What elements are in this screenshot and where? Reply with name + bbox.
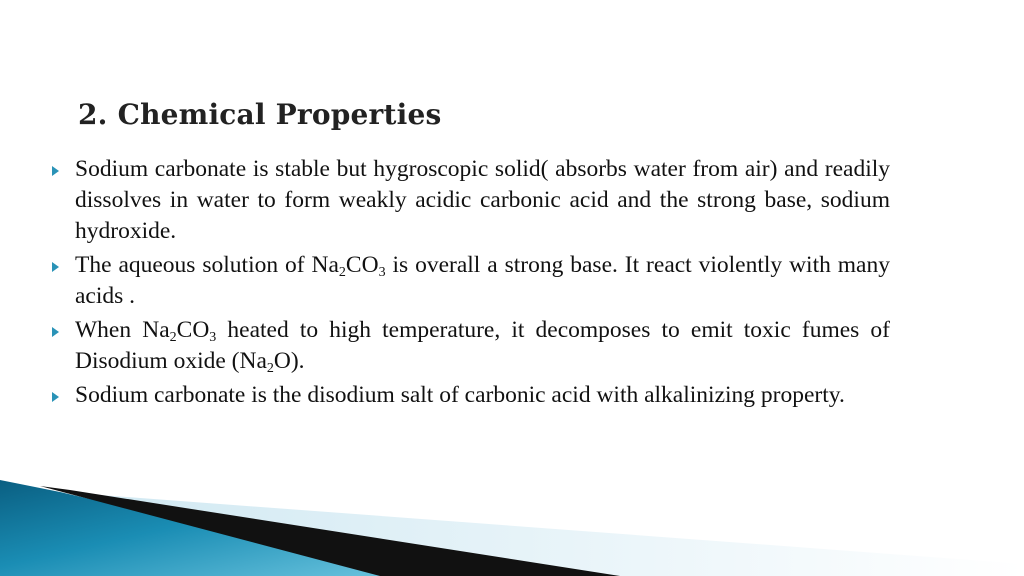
bullet-arrow-icon bbox=[52, 327, 59, 337]
text-segment: O). bbox=[273, 348, 305, 374]
bullet-list bbox=[52, 154, 890, 414]
subscript: 2 bbox=[266, 361, 274, 376]
subscript: 3 bbox=[378, 265, 386, 280]
bullet-text: Sodium carbonate is the disodium salt of carbonic acid with alkalinizing property. bbox=[75, 382, 845, 408]
text-segment: CO bbox=[176, 317, 210, 343]
bullet-arrow-icon bbox=[52, 392, 59, 402]
text-segment: CO bbox=[345, 252, 379, 278]
slide-title: 2. Chemical Properties bbox=[78, 98, 442, 131]
decorative-swoosh bbox=[0, 480, 1024, 576]
text-segment: is overall a strong base. It react violently with many acids . bbox=[75, 252, 890, 309]
bullet-text bbox=[75, 317, 890, 374]
bullet-text bbox=[75, 252, 890, 309]
text-segment: When Na bbox=[75, 317, 170, 343]
bullet-arrow-icon bbox=[52, 166, 59, 176]
text-segment: heated to high temperature, it decomposes to emit toxic fumes of Disodium oxide (Na bbox=[75, 317, 890, 374]
text-segment: The aqueous solution of Na bbox=[75, 252, 339, 278]
bullet-item bbox=[52, 315, 890, 377]
bullet-text: Sodium carbonate is stable but hygroscopic solid( absorbs water from air) and readily dissolves in water to form weakly acidic carbonic acid and the strong base, sodium hydroxide. bbox=[75, 156, 890, 244]
bullet-item bbox=[52, 380, 890, 411]
subscript: 3 bbox=[209, 330, 217, 345]
subscript: 2 bbox=[169, 330, 177, 345]
bullet-item bbox=[52, 154, 890, 247]
bullet-arrow-icon bbox=[52, 262, 59, 272]
subscript: 2 bbox=[338, 265, 346, 280]
bullet-item bbox=[52, 250, 890, 312]
